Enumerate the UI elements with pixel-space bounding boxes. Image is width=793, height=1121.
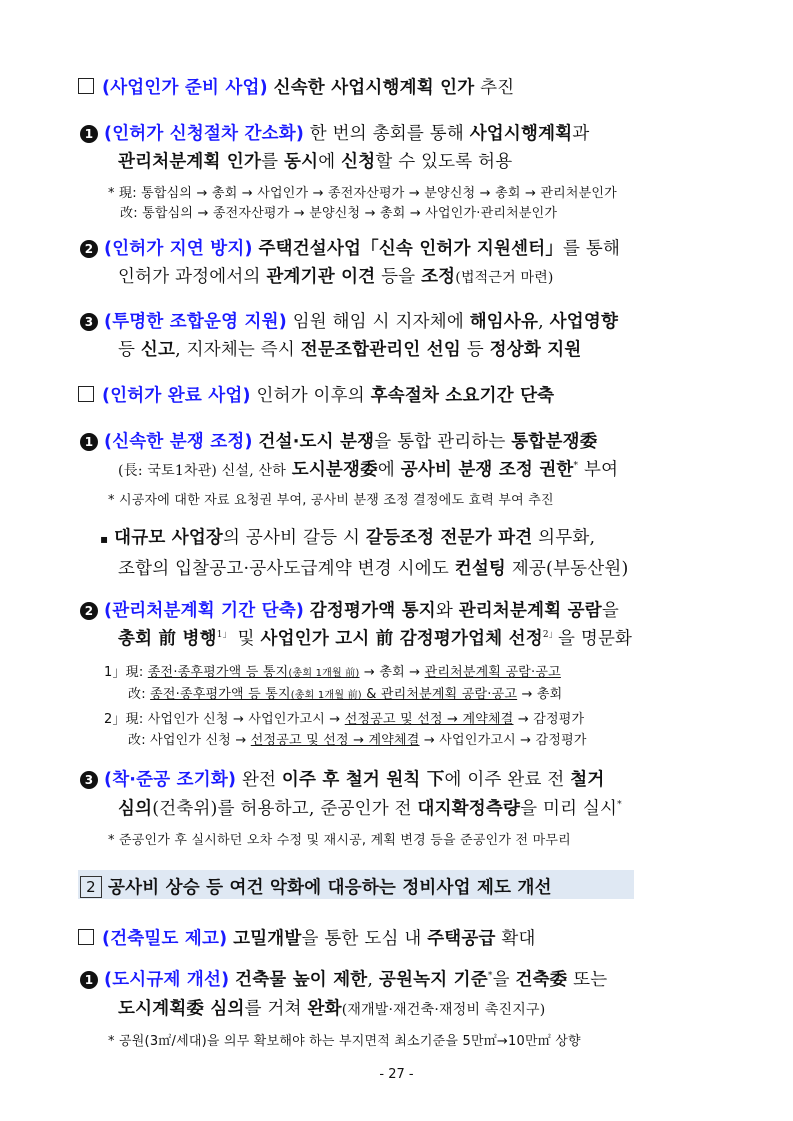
footnote-1-a: 1」現: 종전·종후평가액 등 통지(총회 1개월 前) → 총회 → 관리처분계획 공람·공고: [104, 665, 561, 680]
footnote-2-b: 改: 사업인가 신청 → 선정공고 및 선정 → 계약체결 → 사업인가고시 → 감정평가: [128, 733, 587, 748]
item-1-2-line-1: 2 (인허가 지연 방지) 주택건설사업「신속 인허가 지원센터」를 통해: [80, 235, 620, 260]
item-2-3-line-2: 심의(건축위)를 허용하고, 준공인가 전 대지확정측량을 미리 실시*: [118, 799, 622, 819]
footnote-1-b: 改: 종전·종후평가액 등 통지(총회 1개월 前) & 관리처분계획 공람·공고 → 총회: [128, 687, 563, 702]
circled-number-icon: 2: [80, 602, 98, 620]
item-1-1-line-2: 관리처분계획 인가를 동시에 신청할 수 있도록 허용: [118, 152, 513, 172]
section-heading-2: (인허가 완료 사업) 인허가 이후의 후속절차 소요기간 단축: [78, 382, 554, 407]
circled-number-icon: 1: [80, 971, 98, 989]
checkbox-square-icon: [78, 386, 94, 402]
item-1-1-line-1: 1 (인허가 신청절차 간소화) 한 번의 총회를 통해 사업시행계획과: [80, 120, 589, 145]
note-1-1-b: 改: 통합심의 → 종전자산평가 → 분양신청 → 총회 → 사업인가·관리처분인가: [120, 206, 558, 221]
section-2-heading: 2 공사비 상승 등 여건 악화에 대응하는 정비사업 제도 개선: [80, 874, 552, 899]
numbered-box-icon: 2: [80, 876, 102, 898]
checkbox-square-icon: [78, 78, 94, 94]
circled-number-icon: 3: [80, 313, 98, 331]
note-2-3: * 준공인가 후 실시하던 오차 수정 및 재시공, 계획 변경 등을 준공인가 전 마무리: [108, 833, 571, 848]
item-2-2-line-1: 2 (관리처분계획 기간 단축) 감정평가액 통지와 관리처분계획 공람을: [80, 597, 619, 622]
circled-number-icon: 1: [80, 125, 98, 143]
circled-number-icon: 1: [80, 433, 98, 451]
footnote-2-a: 2」現: 사업인가 신청 → 사업인가고시 → 선정공고 및 선정 → 계약체결 → 감정평가: [104, 712, 585, 727]
item-2-2-line-2: 총회 前 병행$^{1」}$ 및 사업인가 고시 前 감정평가업체 선정$^{2」}$을 명문화: [118, 629, 633, 649]
checkbox-square-icon: [78, 929, 94, 945]
note-2-1: * 시공자에 대한 자료 요청권 부여, 공사비 분쟁 조정 결정에도 효력 부여 추진: [108, 493, 554, 508]
item-1-3-line-2: 등 신고, 지자체는 즉시 전문조합관리인 선임 등 정상화 지원: [118, 340, 582, 360]
item-1-3-line-1: 3 (투명한 조합운영 지원) 임원 해임 시 지자체에 해임사유, 사업영향: [80, 308, 618, 333]
item-2-3-line-1: 3 (착·준공 조기화) 완전 이주 후 철거 원칙 下에 이주 완료 전 철거: [80, 766, 604, 791]
note-3-1: * 공원(3㎡/세대)을 의무 확보해야 하는 부지면적 최소기준을 5만㎡→10만㎡ 상향: [108, 1034, 581, 1049]
circled-number-icon: 3: [80, 771, 98, 789]
page-number: - 27 -: [379, 1067, 414, 1082]
item-2-1-line-1: 1 (신속한 분쟁 조정) 건설·도시 분쟁을 통합 관리하는 통합분쟁委: [80, 428, 597, 453]
section-heading-3: (건축밀도 제고) 고밀개발을 통한 도심 내 주택공급 확대: [78, 925, 536, 950]
bullet-square-icon: ▪: [100, 532, 109, 546]
item-3-1-line-2: 도시계획委 심의를 거쳐 완화(재개발·재건축·재정비 촉진지구): [118, 999, 546, 1019]
section-heading-1: (사업인가 준비 사업) 신속한 사업시행계획 인가 추진: [78, 74, 514, 99]
item-1-2-line-2: 인허가 과정에서의 관계기관 이견 등을 조정(법적근거 마련): [118, 267, 554, 287]
bullet-line-2: 조합의 입찰공고·공사도급계약 변경 시에도 컨설팅 제공(부동산원): [118, 559, 629, 579]
bullet-line-1: ▪ 대규모 사업장의 공사비 갈등 시 갈등조정 전문가 파견 의무화,: [100, 528, 596, 548]
item-2-1-line-2: (長: 국토1차관) 신설, 산하 도시분쟁委에 공사비 분쟁 조정 권한* 부여: [118, 460, 619, 480]
item-3-1-line-1: 1 (도시규제 개선) 건축물 높이 제한, 공원녹지 기준*을 건축委 또는: [80, 966, 607, 991]
circled-number-icon: 2: [80, 240, 98, 258]
note-1-1-a: * 現: 통합심의 → 총회 → 사업인가 → 종전자산평가 → 분양신청 → 총회 → 관리처분인가: [108, 186, 617, 201]
